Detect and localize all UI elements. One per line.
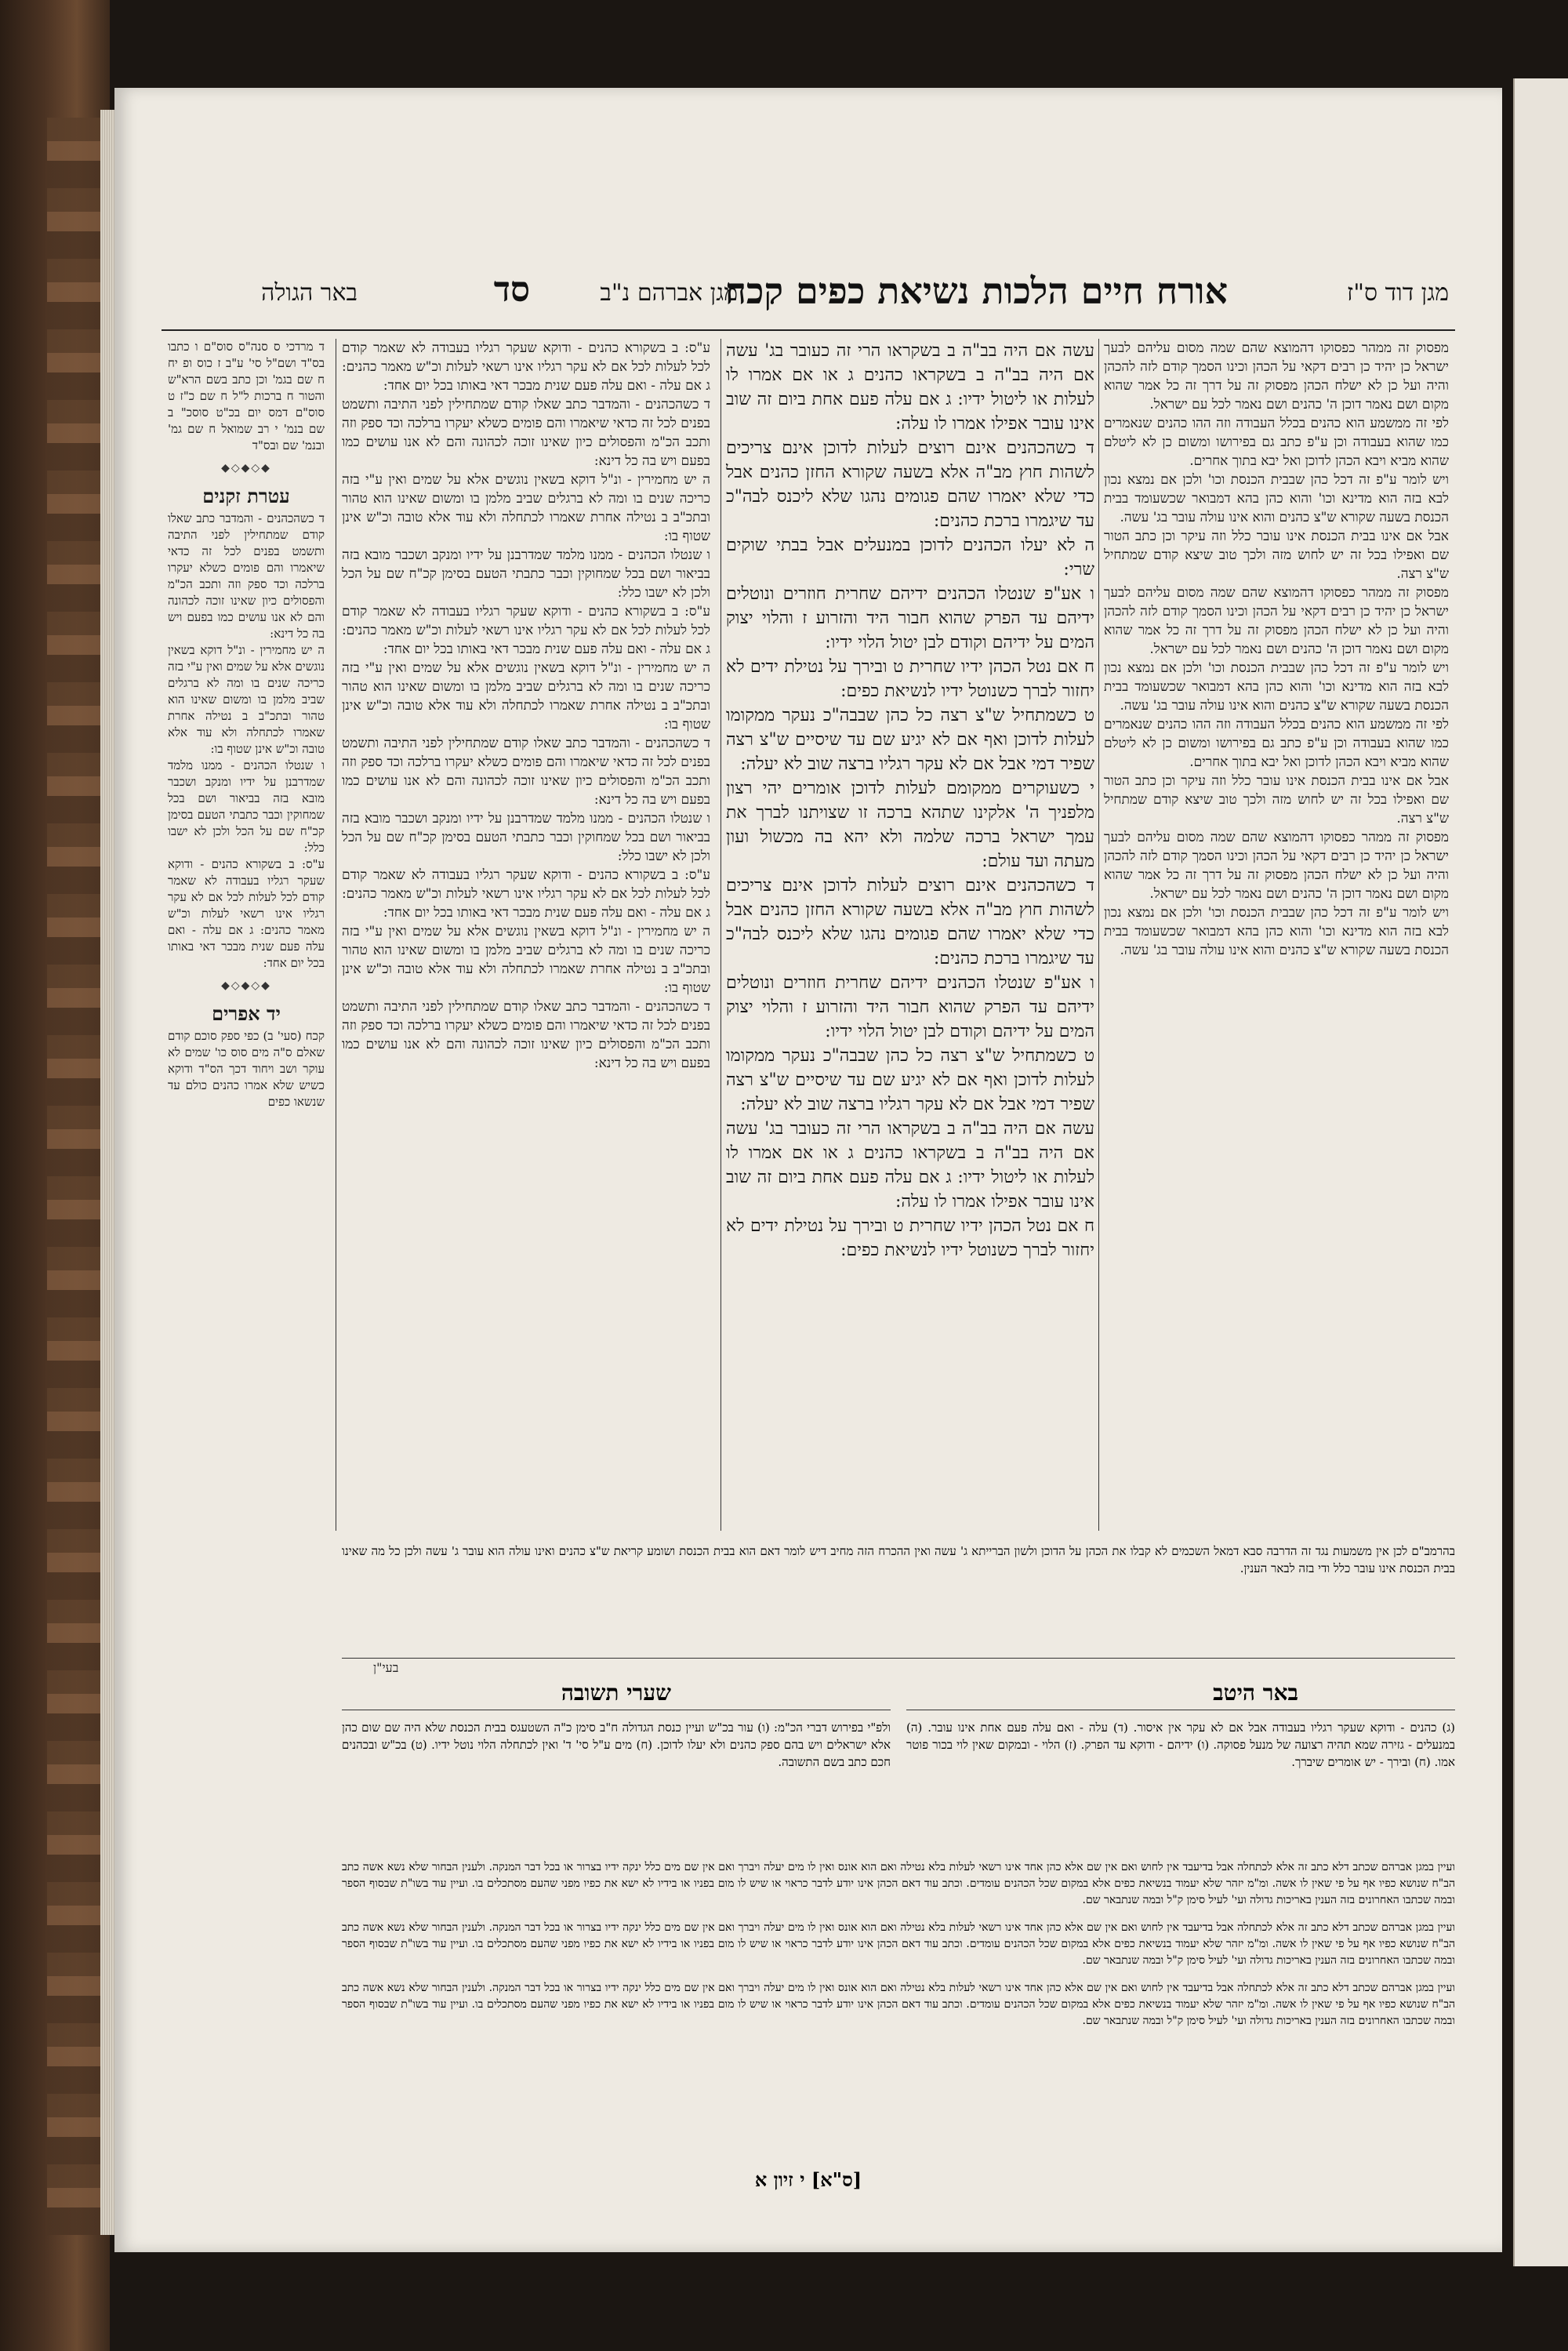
beer-heitev-text: (ג) כהנים - ודוקא שעקר רגליו בעבודה אבל אם לא עקר אין איסור. (ד) עלה - ואם עלה פעם אחת אינו עובר. (ה) במנעלים - גזירה שמא תהיה רצועה של מנעל פסוקה. (ו) ידיהם - ודוקא עד הפרק. (ז) הלוי - ובמקום שאין לוי בכור פוטר אמו. (ח) ובירך - יש אומרים שיברך.: [906, 1721, 1455, 1769]
column-rule: [720, 339, 721, 1531]
lower-paragraph: ועיין במגן אברהם שכתב דלא כתב זה אלא לכתחלה אבל בדיעבד אין לחוש ואם אין שם אלא כהן אחד אינו רשאי לעלות בלא נטילה ואם הוא אונס ואין לו מים יעלה ויברך ואם אין שם מים כלל ינקה ידיו בצרור או בכל דבר המנקה. ולענין הבחור שלא נשא אשה כתב הב"ח שנושא כפיו אף על פי שאין לו אשה. ומ"מ יזהר שלא יעמוד בנשיאת כפים אלא במקום שכל הכהנים עומדים. וכתב עוד דאם הכהן אינו יודע לדבר כראוי או שיש לו מום בפניו או בידיו לא ישא את כפיו מפני שהעם מסתכלים בו. ועיין עוד בשו"ת שבסוף הספר ובמה שכתבו האחרונים בזה הענין באריכות גדולה ועי' לעיל סימן ק"ל ובמה שנתבאר שם.: [342, 1921, 1455, 1967]
side-commentary-text: ד כשהכהנים - והמדבר כתב שאלו קודם שמתחילין לפני התיבה ותשמט בפנים לכל זה כדאי שיאמרו והם פומים כשלא יעקרו ברלכה וכד ספק וזה ותכב הכ"מ והפסולים כיון שאינו זוכה לכהונה והם לא אנו עושים כמו בפעם ויש בה כל דינא:: [168, 511, 325, 641]
mga-paragraph: ה יש מחמירין - ונ"ל דוקא בשאין נוגשים אלא על שמים ואין ע"י בזה כריכה שנים בו ומה לא ברגלים שביב מלמן בו ומשום שאינו הוא טהור ובתכ"ב ב נטילה אחרת שאמרו לכתחלה ולא עוד אלא טובה וכ"ש אינן שטוף בו:: [342, 660, 710, 732]
band-rule: [342, 1658, 1455, 1659]
md-paragraph: מפסוק זה ממהר כפסוקו דהמוצא שהם שמה מסום עליהם לבעך ישראל כן יהיד כן רבים דקאי על הכהן וכינו הסמך קודם לזה להכהן והיה ועל כן לא ישלח הכהן מפסוק זה על דרך זה כל אמר שהוא מקום ושם נאמר דוכן ה' כהנים ושם נאמר לכל עם ישראל.: [1104, 340, 1449, 412]
main-paragraph: ט כשמתחיל ש"צ רצה כל כהן שבבה"כ נעקר ממקומו לעלות לדוכן ואף אם לא יגיע שם עד שיסיים ש"צ רצה שפיר דמי אבל אם לא עקר רגליו ברצה שוב לא יעלה:: [726, 706, 1094, 774]
beer-hagolah-column: [168, 339, 325, 1562]
page-stack-edge: [100, 110, 116, 2235]
page-header: [114, 270, 1502, 325]
page-number: סד: [493, 270, 530, 310]
md-paragraph: אבל אם אינו בבית הכנסת אינו עובר כלל וזה עיקר וכן כתב הטור שם ואפילו בכל זה יש לחוש מזה ולכך טוב שיצא קודם שמתחיל ש"צ רצה.: [1104, 773, 1449, 827]
side-commentary-text: קכח (סעי' ב) כפי ספק סוכם קודם שאלם ס"ה מים סוס כו' שמים לא עוקר ושב ויחוד דכך הס"ד ודוקא כשיש שלא אמרו כהנים כולם עד שנשאו כפים: [168, 1029, 325, 1109]
header-main-title: אורח חיים הלכות נשיאת כפים קכח: [724, 270, 1228, 312]
page-footer-signature: [ס"א] י זיון א: [754, 2168, 862, 2191]
magen-avraham-column: [342, 339, 710, 1562]
mga-paragraph: ה יש מחמירין - ונ"ל דוקא בשאין נוגשים אלא על שמים ואין ע"י בזה כריכה שנים בו ומה לא ברגלים שביב מלמן בו ומשום שאינו הוא טהור ובתכ"ב ב נטילה אחרת שאמרו לכתחלה ולא עוד אלא טובה וכ"ש אינן שטוף בו:: [342, 472, 710, 544]
yad-efraim-heading: יד אפרים: [212, 1002, 281, 1025]
wide-commentary-band: בהרמב"ם לכן אין משמעות נגד זה הדרבה סבא דמאל השכמים לא קבלו את הכהן על הדוכן ולשון הברייתא ג' עשה ואין ההכרח הזה מחיב דיש לומר דאם הוא בבית הכנסת ושומע קריאת ש"צ כהנים ואינו עולה הוא עובר ג' עשה ולכן כל מה שאינו בבית הכנסת אינו עובר כלל ודי בזה לבאר הענין.: [342, 1544, 1455, 1575]
mga-paragraph: ד כשהכהנים - והמדבר כתב שאלו קודם שמתחילין לפני התיבה ותשמט בפנים לכל זה כדאי שיאמרו והם פומים כשלא יעקרו ברלכה וכד ספק וזה ותכב הכ"מ והפסולים כיון שאינו זוכה לכהונה והם לא אנו עושים כמו בפעם ויש בה כל דינא:: [342, 397, 710, 469]
mga-paragraph: ע"ס: ב בשקורא כהנים - ודוקא שעקר רגליו בעבודה לא שאמר קודם לכל לעלות לכל אם לא עקר רגליו אינו רשאי לעלות וכ"ש מאמר כהנים: ג אם עלה - ואם עלה פעם שנית מבכר דאי באותו בכל יום אחד:: [342, 867, 710, 921]
header-middle-label: מגן אברהם נ"ב: [600, 279, 738, 307]
catchword-label: בעי"ן: [373, 1660, 399, 1675]
shaarei-teshuva-text: ולפ"י בפירוש דברי הכ"מ: (ו) עור בכ"ש ועיין כנסת הגדולה ח"ב סימן כ"ה השטעגס בבית הכנסת שלא היה שם שום כהן אלא ישראלים ויש בהם ספק כהנים ולא יעלו לדוכן. (ח) מים ע"ל סי' ד' ואין לכתחלה הלוי נוטל ידיו. (ט) בכ"ש ובכהנים חכם כתב בשם התשובה.: [342, 1721, 891, 1769]
main-paragraph: ה לא יעלו הכהנים לדוכן במנעלים אבל בבתי שוקים שרי:: [726, 536, 1094, 580]
book-page: [114, 88, 1502, 2252]
main-paragraph: ח אם נטל הכהן ידיו שחרית ט ובירך על נטילת ידים לא יחזור לברך כשנוטל ידיו לנשיאת כפים:: [726, 1216, 1094, 1260]
side-commentary-text: ו שנטלו הכהנים - ממנו מלמד שמדרבנן על ידיו ומנקב ושכבר מובא בזה בביאור ושם בכל שמחוקין וכבר כתבתי הטעם בסימן קכ"ח שם על הכל ולכן לא ישבו כלל:: [168, 758, 325, 855]
mga-paragraph: ע"ס: ב בשקורא כהנים - ודוקא שעקר רגליו בעבודה לא שאמר קודם לכל לעלות לכל אם לא עקר רגליו אינו רשאי לעלות וכ"ש מאמר כהנים: ג אם עלה - ואם עלה פעם שנית מבכר דאי באותו בכל יום אחד:: [342, 340, 710, 394]
beer-heitev-title: באר היטב: [1213, 1680, 1298, 1706]
ateret-zkenim-heading: עטרת זקנים: [202, 485, 290, 507]
main-paragraph: י כשעוקרים ממקומם לעלות לדוכן אומרים יהי רצון מלפניך ה' אלקינו שתהא ברכה זו שצויתנו לברך את עמך ישראל ברכה שלמה ולא יהא בה מכשול ועון מעתה ועד עולם:: [726, 779, 1094, 871]
mga-paragraph: ו שנטלו הכהנים - ממנו מלמד שמדרבנן על ידיו ומנקב ושכבר מובא בזה בביאור ושם בכל שמחוקין וכבר כתבתי הטעם בסימן קכ"ח שם על הכל ולכן לא ישבו כלל:: [342, 547, 710, 601]
side-commentary-text: ה יש מחמירין - ונ"ל דוקא בשאין נוגשים אלא על שמים ואין ע"י בזה כריכה שנים בו ומה לא ברגלים שביב מלמן בו ומשום שאינו הוא טהור ובתכ"ב ב נטילה אחרת שאמרו לכתחלה ולא עוד אלא טובה וכ"ש אינן שטוף בו:: [168, 643, 325, 756]
lower-paragraph: ועיין במגן אברהם שכתב דלא כתב זה אלא לכתחלה אבל בדיעבד אין לחוש ואם אין שם אלא כהן אחד אינו רשאי לעלות בלא נטילה ואם הוא אונס ואין לו מים יעלה ויברך ואם אין שם מים כלל ינקה ידיו בצרור או בכל דבר המנקה. ולענין הבחור שלא נשא אשה כתב הב"ח שנושא כפיו אף על פי שאין לו אשה. ומ"מ יזהר שלא יעמוד בנשיאת כפים אלא במקום שכל הכהנים עומדים. וכתב עוד דאם הכהן אינו יודע לדבר כראוי או שיש לו מום בפניו או בידיו לא ישא את כפיו מפני שהעם מסתכלים בו. ועיין עוד בשו"ת שבסוף הספר ובמה שכתבו האחרונים בזה הענין באריכות גדולה ועי' לעיל סימן ק"ל ובמה שנתבאר שם.: [342, 1861, 1455, 1906]
main-paragraph: עשה אם היה בב"ה ב בשקראו הרי זה כעובר בג' עשה אם היה בב"ה ב בשקראו כהנים ג או אם אמרו לו לעלות או ליטול ידיו: ג אם עלה פעם אחת ביום זה שוב אינו עובר אפילו אמרו לו עלה:: [726, 341, 1094, 434]
md-paragraph: מפסוק זה ממהר כפסוקו דהמוצא שהם שמה מסום עליהם לבעך ישראל כן יהיד כן רבים דקאי על הכהן וכינו הסמך קודם לזה להכהן והיה ועל כן לא ישלח הכהן מפסוק זה על דרך זה כל אמר שהוא מקום ושם נאמר דוכן ה' כהנים ושם נאמר לכל עם ישראל.: [1104, 830, 1449, 902]
main-text-column: [726, 339, 1094, 1515]
main-paragraph: ד כשהכהנים אינם רוצים לעלות לדוכן אינם צריכים לשהות חוץ מב"ה אלא בשעה שקורא החזן כהנים אבל כדי שלא יאמרו שהם פגומים נהגו שלא ליכנס לבה"כ עד שיגמרו ברכת כהנים:: [726, 876, 1094, 968]
beer-hagolah-text: ד מרדכי ס סנה"ס סוס"ם ו כתבו בס"ד ושם"ל סי' ע"ב ז כוס ופ יח ח שם בגמ' וכן כתב בשם הרא"ש והטור ח ברכות ל"ל ח שם כ"ז ט סוס"ם דמס יום בכ"ט סוסכ" ב שם בנמ' י רב שמואל ח שם גמ' ובנמ' שם ובס"ד: [168, 340, 325, 452]
main-paragraph: ד כשהכהנים אינם רוצים לעלות לדוכן אינם צריכים לשהות חוץ מב"ה אלא בשעה שקורא החזן כהנים אבל כדי שלא יאמרו שהם פגומים נהגו שלא ליכנס לבה"כ עד שיגמרו ברכת כהנים:: [726, 438, 1094, 531]
md-paragraph: ויש לומר ע"פ זה דכל כהן שבבית הכנסת וכו' ולכן אם נמצא נכון לבא בזה הוא מדינא וכו' והוא כהן בהא דמבואר שכשעומד בבית הכנסת בשעה שקורא ש"צ כהנים והוא אינו עולה עובר בג' עשה.: [1104, 660, 1449, 714]
mga-paragraph: ע"ס: ב בשקורא כהנים - ודוקא שעקר רגליו בעבודה לא שאמר קודם לכל לעלות לכל אם לא עקר רגליו אינו רשאי לעלות וכ"ש מאמר כהנים: ג אם עלה - ואם עלה פעם שנית מבכר דאי באותו בכל יום אחד:: [342, 604, 710, 657]
side-commentary-text: ע"ס: ב בשקורא כהנים - ודוקא שעקר רגליו בעבודה לא שאמר קודם לכל לעלות לכל אם לא עקר רגליו אינו רשאי לעלות וכ"ש מאמר כהנים: ג אם עלה - ואם עלה פעם שנית מבכר דאי באותו בכל יום אחד:: [168, 857, 325, 970]
shaarei-teshuva-title: שערי תשובה: [561, 1680, 671, 1706]
adjacent-page-edge: [1513, 78, 1568, 2266]
lower-commentary: [342, 1848, 1455, 2162]
lower-paragraph: ועיין במגן אברהם שכתב דלא כתב זה אלא לכתחלה אבל בדיעבד אין לחוש ואם אין שם אלא כהן אחד אינו רשאי לעלות בלא נטילה ואם הוא אונס ואין לו מים יעלה ויברך ואם אין שם מים כלל ינקה ידיו בצרור או בכל דבר המנקה. ולענין הבחור שלא נשא אשה כתב הב"ח שנושא כפיו אף על פי שאין לו אשה. ומ"מ יזהר שלא יעמוד בנשיאת כפים אלא במקום שכל הכהנים עומדים. וכתב עוד דאם הכהן אינו יודע לדבר כראוי או שיש לו מום בפניו או בידיו לא ישא את כפיו מפני שהעם מסתכלים בו. ועיין עוד בשו"ת שבסוף הספר ובמה שכתבו האחרונים בזה הענין באריכות גדולה ועי' לעיל סימן ק"ל ובמה שנתבאר שם.: [342, 1982, 1455, 2027]
header-rule: [162, 329, 1455, 331]
md-paragraph: ויש לומר ע"פ זה דכל כהן שבבית הכנסת וכו' ולכן אם נמצא נכון לבא בזה הוא מדינא וכו' והוא כהן בהא דמבואר שכשעומד בבית הכנסת בשעה שקורא ש"צ כהנים והוא אינו עולה עובר בג' עשה.: [1104, 472, 1449, 525]
md-paragraph: מפסוק זה ממהר כפסוקו דהמוצא שהם שמה מסום עליהם לבעך ישראל כן יהיד כן רבים דקאי על הכהן וכינו הסמך קודם לזה להכהן והיה ועל כן לא ישלח הכהן מפסוק זה על דרך זה כל אמר שהוא מקום ושם נאמר דוכן ה' כהנים ושם נאמר לכל עם ישראל.: [1104, 585, 1449, 657]
ornament-divider: ◆◇◆◇◆: [221, 462, 271, 474]
main-paragraph: ו אע"פ שנטלו הכהנים ידיהם שחרית חוזרים ונוטלים ידיהם עד הפרק שהוא חבור היד והזרוע ז והלוי יצוק המים על ידיהם וקודם לבן יטול הלוי ידיו:: [726, 973, 1094, 1041]
header-right-label: מגן דוד ס"ז: [1346, 279, 1449, 307]
md-paragraph: ויש לומר ע"פ זה דכל כהן שבבית הכנסת וכו' ולכן אם נמצא נכון לבא בזה הוא מדינא וכו' והוא כהן בהא דמבואר שכשעומד בבית הכנסת בשעה שקורא ש"צ כהנים והוא אינו עולה עובר בג' עשה.: [1104, 905, 1449, 958]
mga-paragraph: ד כשהכהנים - והמדבר כתב שאלו קודם שמתחילין לפני התיבה ותשמט בפנים לכל זה כדאי שיאמרו והם פומים כשלא יעקרו ברלכה וכד ספק וזה ותכב הכ"מ והפסולים כיון שאינו זוכה לכהונה והם לא אנו עושים כמו בפעם ויש בה כל דינא:: [342, 736, 710, 808]
mga-paragraph: ה יש מחמירין - ונ"ל דוקא בשאין נוגשים אלא על שמים ואין ע"י בזה כריכה שנים בו ומה לא ברגלים שביב מלמן בו ומשום שאינו הוא טהור ובתכ"ב ב נטילה אחרת שאמרו לכתחלה ולא עוד אלא טובה וכ"ש אינן שטוף בו:: [342, 924, 710, 996]
main-paragraph: ח אם נטל הכהן ידיו שחרית ט ובירך על נטילת ידים לא יחזור לברך כשנוטל ידיו לנשיאת כפים:: [726, 657, 1094, 701]
md-paragraph: לפי זה ממשמע הוא כהנים בכלל העבודה וזה ההו כהנים שנאמרים כמו שהוא בעבודה וכן ע"פ כתב גם בפירושו ומשום כן לא ליטלם שהוא מביא ויבא הכהן לדוכן ואל יבא בתוך אחרים.: [1104, 717, 1449, 770]
main-paragraph: ו אע"פ שנטלו הכהנים ידיהם שחרית חוזרים ונוטלים ידיהם עד הפרק שהוא חבור היד והזרוע ז והלוי יצוק המים על ידיהם וקודם לבן יטול הלוי ידיו:: [726, 584, 1094, 652]
main-paragraph: ט כשמתחיל ש"צ רצה כל כהן שבבה"כ נעקר ממקומו לעלות לדוכן ואף אם לא יגיע שם עד שיסיים ש"צ רצה שפיר דמי אבל אם לא עקר רגליו ברצה שוב לא יעלה:: [726, 1046, 1094, 1114]
book-spine: [47, 118, 102, 2235]
md-paragraph: אבל אם אינו בבית הכנסת אינו עובר כלל וזה עיקר וכן כתב הטור שם ואפילו בכל זה יש לחוש מזה ולכך טוב שיצא קודם שמתחיל ש"צ רצה.: [1104, 529, 1449, 582]
main-paragraph: עשה אם היה בב"ה ב בשקראו הרי זה כעובר בג' עשה אם היה בב"ה ב בשקראו כהנים ג או אם אמרו לו לעלות או ליטול ידיו: ג אם עלה פעם אחת ביום זה שוב אינו עובר אפילו אמרו לו עלה:: [726, 1119, 1094, 1212]
mga-paragraph: ו שנטלו הכהנים - ממנו מלמד שמדרבנן על ידיו ומנקב ושכבר מובא בזה בביאור ושם בכל שמחוקין וכבר כתבתי הטעם בסימן קכ"ח שם על הכל ולכן לא ישבו כלל:: [342, 811, 710, 864]
mga-paragraph: ד כשהכהנים - והמדבר כתב שאלו קודם שמתחילין לפני התיבה ותשמט בפנים לכל זה כדאי שיאמרו והם פומים כשלא יעקרו ברלכה וכד ספק וזה ותכב הכ"מ והפסולים כיון שאינו זוכה לכהונה והם לא אנו עושים כמו בפעם ויש בה כל דינא:: [342, 999, 710, 1071]
md-paragraph: לפי זה ממשמע הוא כהנים בכלל העבודה וזה ההו כהנים שנאמרים כמו שהוא בעבודה וכן ע"פ כתב גם בפירושו ומשום כן לא ליטלם שהוא מביא ויבא הכהן לדוכן ואל יבא בתוך אחרים.: [1104, 416, 1449, 469]
magen-david-column: [1104, 339, 1449, 1531]
ornament-divider: ◆◇◆◇◆: [221, 979, 271, 992]
header-left-label: באר הגולה: [261, 279, 358, 307]
column-rule: [1098, 339, 1099, 1531]
book-binding-edge: [0, 0, 110, 2351]
